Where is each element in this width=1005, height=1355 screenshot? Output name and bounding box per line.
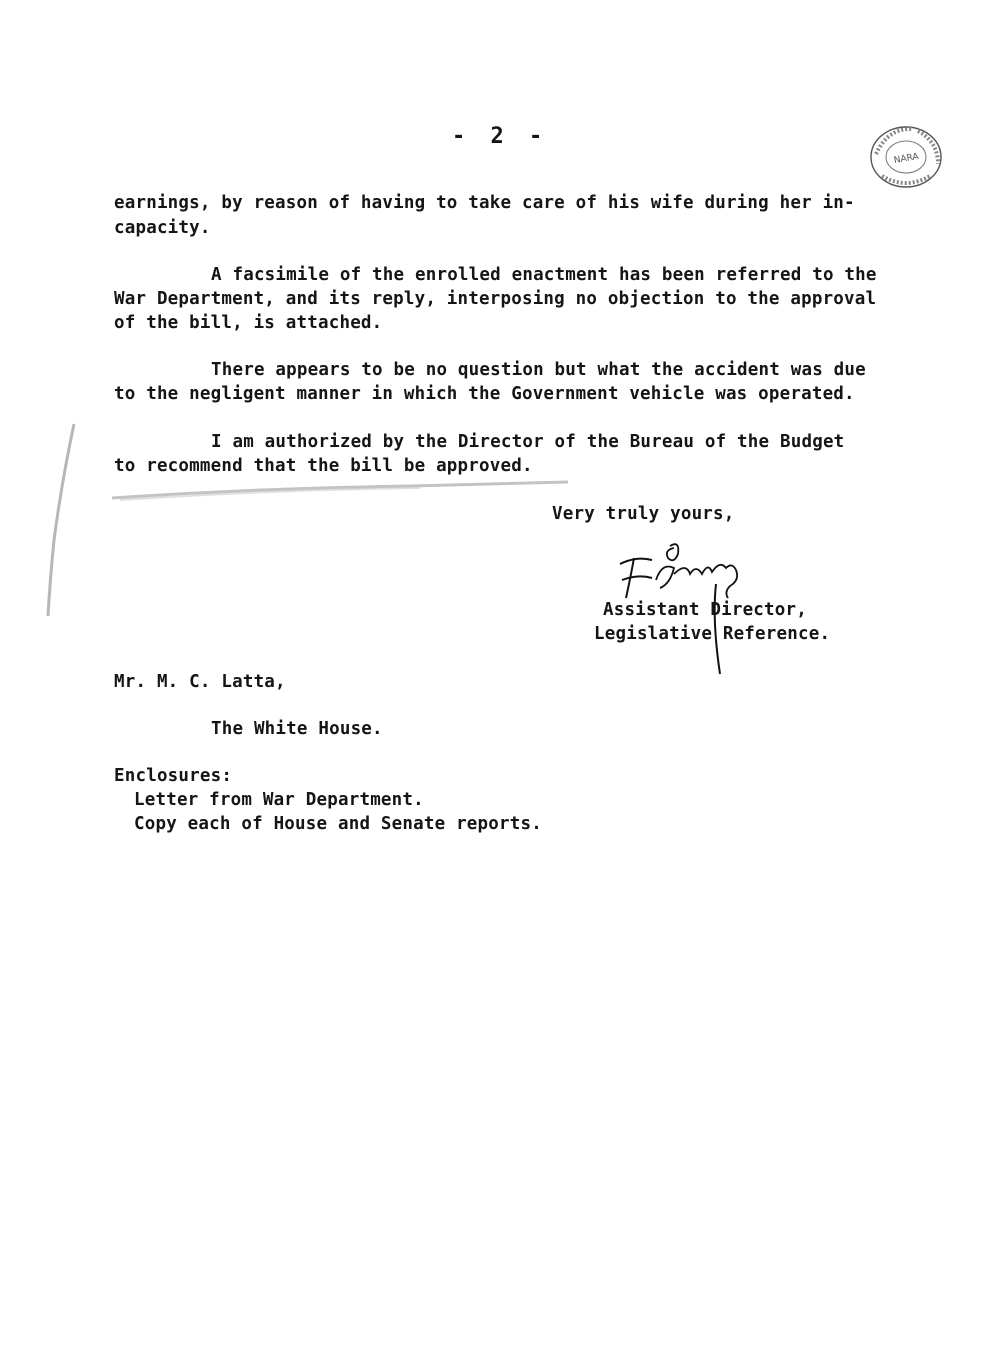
pencil-underline [110,470,570,510]
body-line: I am authorized by the Director of the Bureau of the Budget [211,432,845,452]
addressee-name: Mr. M. C. Latta, [114,672,286,692]
body-line: capacity. [114,218,211,238]
page-number: - 2 - [452,124,549,149]
body-line: to recommend that the bill be approved. [114,456,533,476]
body-line: of the bill, is attached. [114,313,383,333]
margin-pencil-mark [40,420,80,620]
svg-text:NARA: NARA [893,151,920,167]
enclosures-heading: Enclosures: [114,766,233,786]
body-line: A facsimile of the enrolled enactment has been referred to the [211,265,877,285]
signer-department: Legislative Reference. [594,624,831,644]
body-line: War Department, and its reply, interposing no objection to the approval [114,289,877,309]
enclosure-item: Letter from War Department. [134,790,424,810]
addressee-place: The White House. [211,719,383,739]
body-line: earnings, by reason of having to take care of his wife during her in- [114,193,855,213]
closing-salutation: Very truly yours, [552,504,735,524]
body-line: There appears to be no question but what the accident was due [211,360,866,380]
enclosure-item: Copy each of House and Senate reports. [134,814,542,834]
body-line: to the negligent manner in which the Government vehicle was operated. [114,384,855,404]
library-seal-icon [868,124,944,190]
signer-title: Assistant Director, [603,600,807,620]
